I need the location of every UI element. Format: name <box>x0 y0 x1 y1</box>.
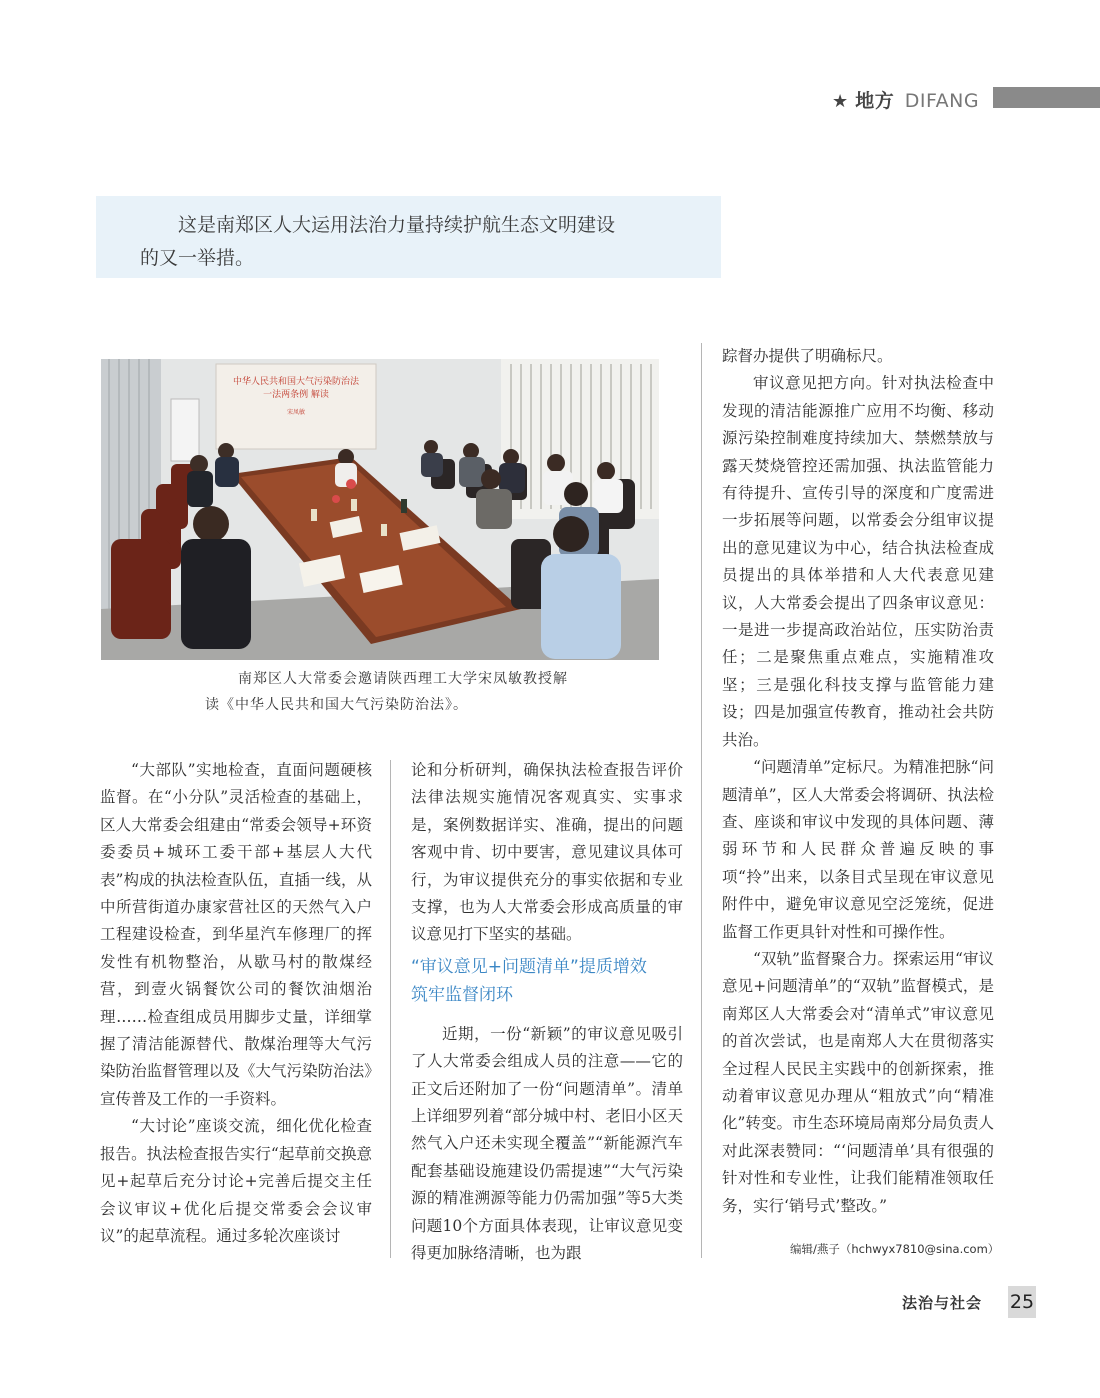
article-paragraph: “问题清单”定标尺。为精准把脉“问题清单”，区人大常委会将调研、执法检查、座谈和审议中发现的具体问题、薄弱环节和人民群众普遍反映的事项“拎”出来，以条目式呈现在审议意见附件中，避免审议意见空泛笼统，促进监督工作更具针对性和可操作性。 <box>722 758 994 941</box>
page-number: 25 <box>1008 1286 1036 1318</box>
article-paragraph: “大讨论”座谈交流，细化优化检查报告。执法检查报告实行“起草前交换意见+起草后充分讨论+完善后提交主任会议审议+优化后提交常委会会议审议”的起草流程。通过多轮次座谈讨 <box>100 1117 372 1245</box>
section-label <box>832 86 979 113</box>
journal-name: 法治与社会 <box>902 1294 983 1312</box>
editor-credit: 编辑/燕子（hchwyx7810@sina.com） <box>790 1242 1000 1256</box>
subheading-line2: 筑牢监督闭环 <box>411 984 513 1005</box>
svg-text:一法两条例 解读: 一法两条例 解读 <box>263 390 329 400</box>
pull-quote-line1: 这是南郑区人大运用法治力量持续护航生态文明建设 <box>178 214 616 236</box>
section-subheading <box>411 953 683 1009</box>
article-paragraph: “双轨”监督聚合力。探索运用“审议意见+问题清单”的“双轨”监督模式，是南郑区人大常委会对“清单式”审议意见的首次尝试，也是南郑人大在贯彻落实全过程人民民主实践中的创新探索，推动着审议意见办理从“粗放式”向“精准化”转变。市生态环境局南郑分局负责人对此深表赞同：“‘问题清单’具有很强的针对性和专业性，让我们能精准领取任务，实行‘销号式’整改。” <box>722 949 994 1215</box>
article-paragraph: 审议意见把方向。针对执法检查中发现的清洁能源推广应用不均衡、移动源污染控制难度持续加大、禁燃禁放与露天焚烧管控还需加强、执法监管能力有待提升、宣传引导的深度和广度需进一步拓展等问题，以常委会分组审议提出的意见建议为中心，结合执法检查成员提出的具体举措和人大代表意见建议，人大常委会提出了四条审议意见：一是进一步提高政治站位，压实防治责任；二是聚焦重点难点，实施精准攻坚；三是强化科技支撑与监管能力建设；四是加强宣传教育，推动社会共防共治。 <box>722 374 994 749</box>
svg-text:中华人民共和国大气污染防治法: 中华人民共和国大气污染防治法 <box>232 377 360 387</box>
column-divider <box>701 343 702 1258</box>
photo-caption <box>150 666 630 718</box>
article-column-1 <box>100 757 372 1250</box>
column-divider <box>390 760 391 1258</box>
pull-quote-line2: 的又一举措。 <box>140 247 255 269</box>
article-paragraph: “大部队”实地检查，直面问题硬核监督。在“小分队”灵活检查的基础上，区人大常委会组建由“常委会领导+环资委委员+城环工委干部+基层人大代表”构成的执法检查队伍，直插一线，从中所营街道办康家营社区的天然气入户工程建设检查，到华星汽车修理厂的挥发性有机物整治，从歇马村的散煤经营，到壹火锅餐饮公司的餐饮油烟治理……检查组成员用脚步丈量，详细掌握了清洁能源替代、散煤治理等大气污染防治监督管理以及《大气污染防治法》宣传普及工作的一手资料。 <box>100 761 372 1108</box>
article-column-3 <box>722 343 994 1220</box>
star-icon: ★ <box>832 91 849 112</box>
article-paragraph: 论和分析研判，确保执法检查报告评价法律法规实施情况客观真实、实事求是，案例数据详实、准确，提出的问题客观中肯、切中要害，意见建议具体可行，为审议提供充分的事实依据和专业支撑，也为人大常委会形成高质量的审议意见打下坚实的基础。 <box>411 761 683 944</box>
section-name-cn: 地方 <box>855 90 895 112</box>
article-paragraph: 近期，一份“新颖”的审议意见吸引了人大常委会组成人员的注意——它的正文后还附加了一份“问题清单”。清单上详细罗列着“部分城中村、老旧小区天然气入户还未实现全覆盖”“新能源汽车配套基础设施建设仍需提速”“大气污染源的精准溯源等能力仍需加强”等5大类问题10个方面具体表现，让审议意见变得更加脉络清晰，也为跟 <box>411 1024 683 1263</box>
section-name-en: DIFANG <box>904 90 980 112</box>
article-paragraph: 踪督办提供了明确标尺。 <box>722 347 893 365</box>
svg-text:宋凤敏: 宋凤敏 <box>286 409 306 416</box>
caption-line1: 南郑区人大常委会邀请陕西理工大学宋凤敏教授解 <box>238 671 568 687</box>
caption-line2: 读《中华人民共和国大气污染防治法》。 <box>205 697 468 713</box>
pull-quote <box>96 196 721 278</box>
article-column-2 <box>411 757 683 1268</box>
meeting-photo <box>101 359 659 660</box>
header-bar <box>993 87 1100 108</box>
subheading-line1: “审议意见+问题清单”提质增效 <box>411 956 647 977</box>
